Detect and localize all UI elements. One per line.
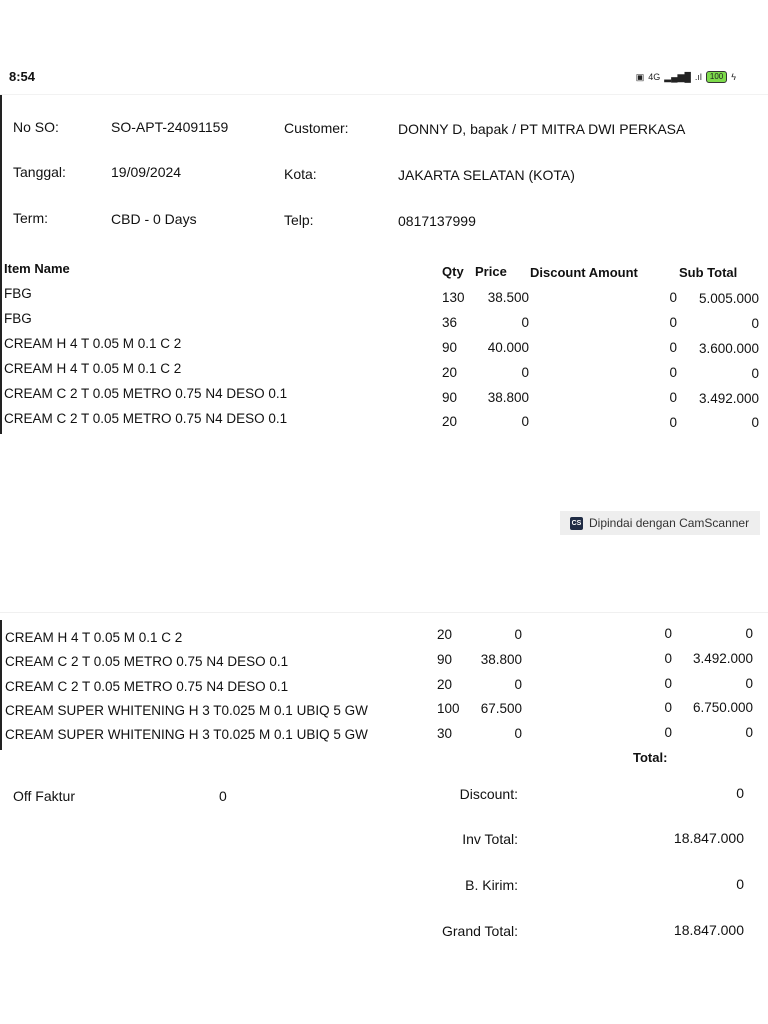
no-so-label: No SO:	[13, 119, 59, 135]
row-subtotal: 0	[745, 725, 753, 740]
row-item: CREAM SUPER WHITENING H 3 T0.025 M 0.1 UBIQ 5 GW	[5, 703, 368, 718]
row-subtotal: 0	[745, 626, 753, 641]
row-item: FBG	[4, 311, 32, 326]
row-subtotal: 3.600.000	[698, 341, 759, 356]
row-discount: 0	[664, 700, 672, 715]
row-item: CREAM C 2 T 0.05 METRO 0.75 N4 DESO 0.1	[4, 411, 288, 426]
status-bar	[0, 66, 768, 95]
off-faktur-label: Off Faktur	[13, 788, 75, 804]
discount-label: Discount:	[459, 786, 518, 802]
row-subtotal: 5.005.000	[698, 291, 759, 306]
row-price: 38.500	[487, 290, 529, 305]
row-qty: 20	[437, 677, 453, 692]
camscanner-badge	[560, 511, 760, 535]
tanggal-value: 19/09/2024	[111, 164, 182, 180]
row-price: 0	[521, 365, 529, 380]
row-discount: 0	[669, 340, 677, 355]
row-price: 40.000	[487, 340, 529, 355]
row-price: 0	[514, 627, 522, 642]
row-discount: 0	[669, 365, 677, 380]
telp-value: 0817137999	[398, 213, 476, 229]
status-icons	[636, 71, 736, 83]
term-label: Term:	[13, 210, 48, 226]
row-subtotal: 6.750.000	[692, 700, 753, 715]
col-price: Price	[475, 264, 507, 279]
row-subtotal: 0	[751, 415, 759, 430]
col-qty: Qty	[442, 264, 464, 279]
row-item: CREAM C 2 T 0.05 METRO 0.75 N4 DESO 0.1	[5, 679, 289, 694]
row-item: CREAM H 4 T 0.05 M 0.1 C 2	[4, 336, 182, 351]
total-label: Total:	[633, 750, 668, 765]
row-qty: 90	[442, 340, 458, 355]
row-subtotal: 3.492.000	[698, 391, 759, 406]
row-qty: 36	[442, 315, 458, 330]
row-price: 0	[521, 414, 529, 429]
off-faktur-value: 0	[219, 788, 227, 804]
battery-icon: 100	[706, 71, 727, 83]
charging-icon: ϟ	[731, 72, 736, 82]
row-discount: 0	[664, 626, 672, 641]
page-edge-2	[0, 620, 2, 750]
row-subtotal: 3.492.000	[692, 651, 753, 666]
signal-icon: ▂▄▆█	[664, 71, 691, 82]
row-subtotal: 0	[745, 676, 753, 691]
row-qty: 90	[437, 652, 453, 667]
row-discount: 0	[669, 390, 677, 405]
camscanner-text: Dipindai dengan CamScanner	[589, 516, 750, 530]
row-item: CREAM H 4 T 0.05 M 0.1 C 2	[5, 630, 183, 645]
customer-label: Customer:	[284, 120, 349, 136]
col-sub-total: Sub Total	[679, 265, 738, 280]
row-qty: 100	[437, 701, 460, 716]
col-item-name: Item Name	[4, 261, 70, 276]
row-qty: 20	[442, 414, 458, 429]
tanggal-label: Tanggal:	[13, 164, 66, 180]
grand-total-value: 18.847.000	[673, 922, 744, 938]
row-qty: 20	[442, 365, 458, 380]
row-discount: 0	[669, 415, 677, 430]
discount-value: 0	[736, 785, 744, 801]
row-discount: 0	[664, 676, 672, 691]
row-item: CREAM C 2 T 0.05 METRO 0.75 N4 DESO 0.1	[5, 654, 289, 669]
b-kirim-label: B. Kirim:	[465, 877, 518, 893]
row-discount: 0	[664, 725, 672, 740]
page-edge	[0, 94, 2, 434]
row-qty: 130	[442, 290, 465, 305]
row-qty: 20	[437, 627, 453, 642]
signal-icon-2: .ıl	[694, 72, 702, 82]
status-time: 8:54	[9, 69, 36, 84]
row-price: 0	[514, 677, 522, 692]
row-price: 38.800	[480, 652, 522, 667]
row-item: CREAM C 2 T 0.05 METRO 0.75 N4 DESO 0.1	[4, 386, 288, 401]
row-price: 0	[521, 315, 529, 330]
grand-total-label: Grand Total:	[441, 923, 518, 939]
row-item: CREAM SUPER WHITENING H 3 T0.025 M 0.1 UBIQ 5 GW	[5, 727, 368, 742]
row-discount: 0	[669, 290, 677, 305]
row-qty: 30	[437, 726, 453, 741]
kota-value: JAKARTA SELATAN (KOTA)	[398, 167, 575, 183]
camscanner-logo-icon: CS	[570, 517, 583, 530]
row-qty: 90	[442, 390, 458, 405]
inv-total-value: 18.847.000	[673, 830, 744, 846]
no-so-value: SO-APT-24091159	[111, 119, 229, 135]
row-discount: 0	[669, 315, 677, 330]
telp-label: Telp:	[284, 212, 314, 228]
b-kirim-value: 0	[736, 876, 744, 892]
kota-label: Kota:	[284, 166, 317, 182]
row-price: 67.500	[480, 701, 522, 716]
col-discount-amount: Discount Amount	[530, 265, 638, 280]
row-item: CREAM H 4 T 0.05 M 0.1 C 2	[4, 361, 182, 376]
row-discount: 0	[664, 651, 672, 666]
inv-total-label: Inv Total:	[462, 831, 518, 847]
network-label: 4G	[648, 72, 661, 82]
term-value: CBD - 0 Days	[111, 211, 197, 227]
row-price: 0	[514, 726, 522, 741]
row-price: 38.800	[487, 390, 529, 405]
row-subtotal: 0	[751, 366, 759, 381]
row-item: FBG	[4, 286, 32, 301]
customer-value: DONNY D, bapak / PT MITRA DWI PERKASA	[398, 121, 686, 137]
notification-icon: ▣	[635, 71, 645, 82]
row-subtotal: 0	[751, 316, 759, 331]
